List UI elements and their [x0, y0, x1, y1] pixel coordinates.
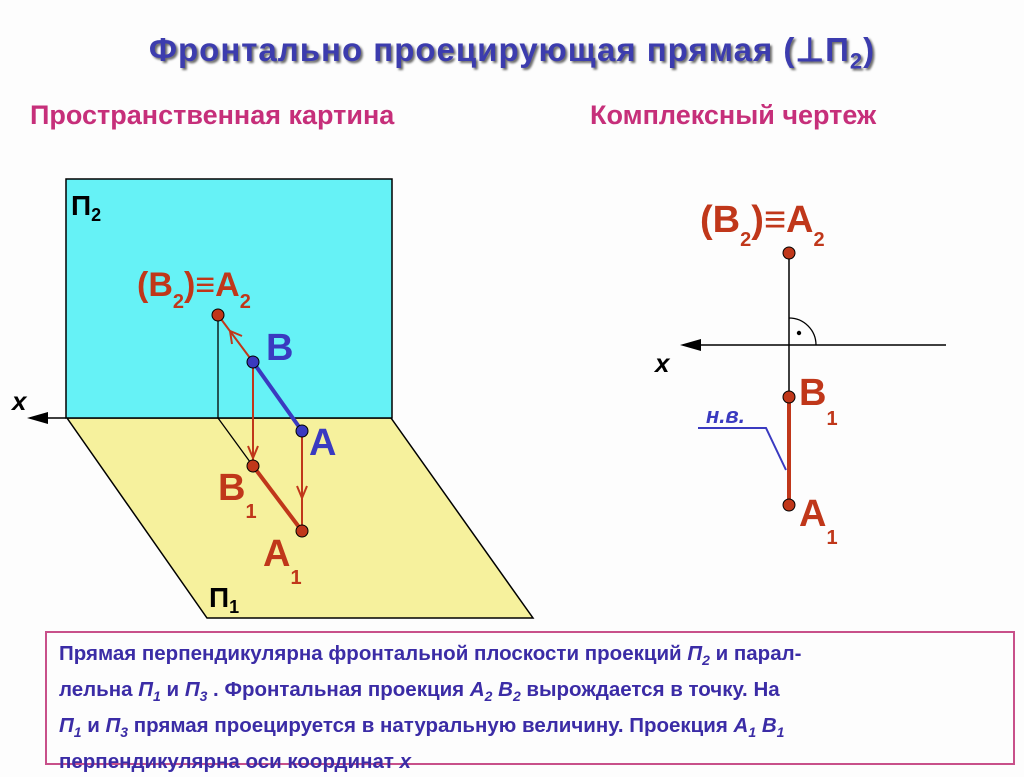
complex-label-b2a2: $(B_2)\equiv A_2$	[700, 199, 825, 251]
label-p1: $П_1$	[209, 582, 240, 617]
point-b	[247, 356, 259, 368]
caption-line-2: лельна $П_1$ и $П_3$ . Фронтальная проекция $А_2$ $В_2$ вырождается в точку. На	[59, 678, 780, 705]
spatial-picture-heading: Пространственная картина	[30, 100, 395, 130]
complex-point-b1	[783, 391, 795, 403]
right-angle-dot	[797, 331, 801, 335]
label-b: B	[266, 327, 294, 369]
label-axis-x: x	[12, 386, 27, 416]
point-b2a2	[212, 309, 224, 321]
label-b2a2: $(B_2)\equiv A_2$	[137, 266, 251, 313]
complex-label-x: x	[655, 348, 670, 378]
complex-label-nv: н.в.	[706, 403, 745, 428]
caption-line-1: Прямая перпендикулярна фронтальной плоскости проекций $П_2$ и парал-	[59, 642, 802, 669]
complex-point-a1	[783, 499, 795, 511]
complex-point-b2a2	[783, 247, 795, 259]
complex-label-a1: $A_1$	[799, 493, 838, 549]
right-angle-mark	[789, 318, 816, 345]
point-b1	[247, 460, 259, 472]
point-a	[296, 425, 308, 437]
label-a: A	[309, 422, 337, 464]
nv-leader	[698, 428, 786, 470]
label-a1: $A_1$	[263, 533, 302, 589]
slide-title: Фронтально проецирующая прямая $(\perp П_2)$	[148, 31, 876, 74]
complex-drawing-heading: Комплексный чертеж	[590, 100, 877, 130]
point-a1	[296, 525, 308, 537]
complex-label-b1: $B_1$	[799, 372, 838, 430]
caption-line-4: перпендикулярна оси координат х	[59, 750, 411, 774]
caption-line-3: $П_1$ и $П_3$ прямая проецируется в натуральную величину. Проекция $А_1$ $В_1$	[59, 714, 785, 741]
label-b1: $B_1$	[218, 467, 257, 523]
perpendicular-symbol: ⊥	[795, 31, 826, 68]
explanation-box	[45, 631, 1015, 774]
label-p2: $П_2$	[71, 190, 102, 225]
